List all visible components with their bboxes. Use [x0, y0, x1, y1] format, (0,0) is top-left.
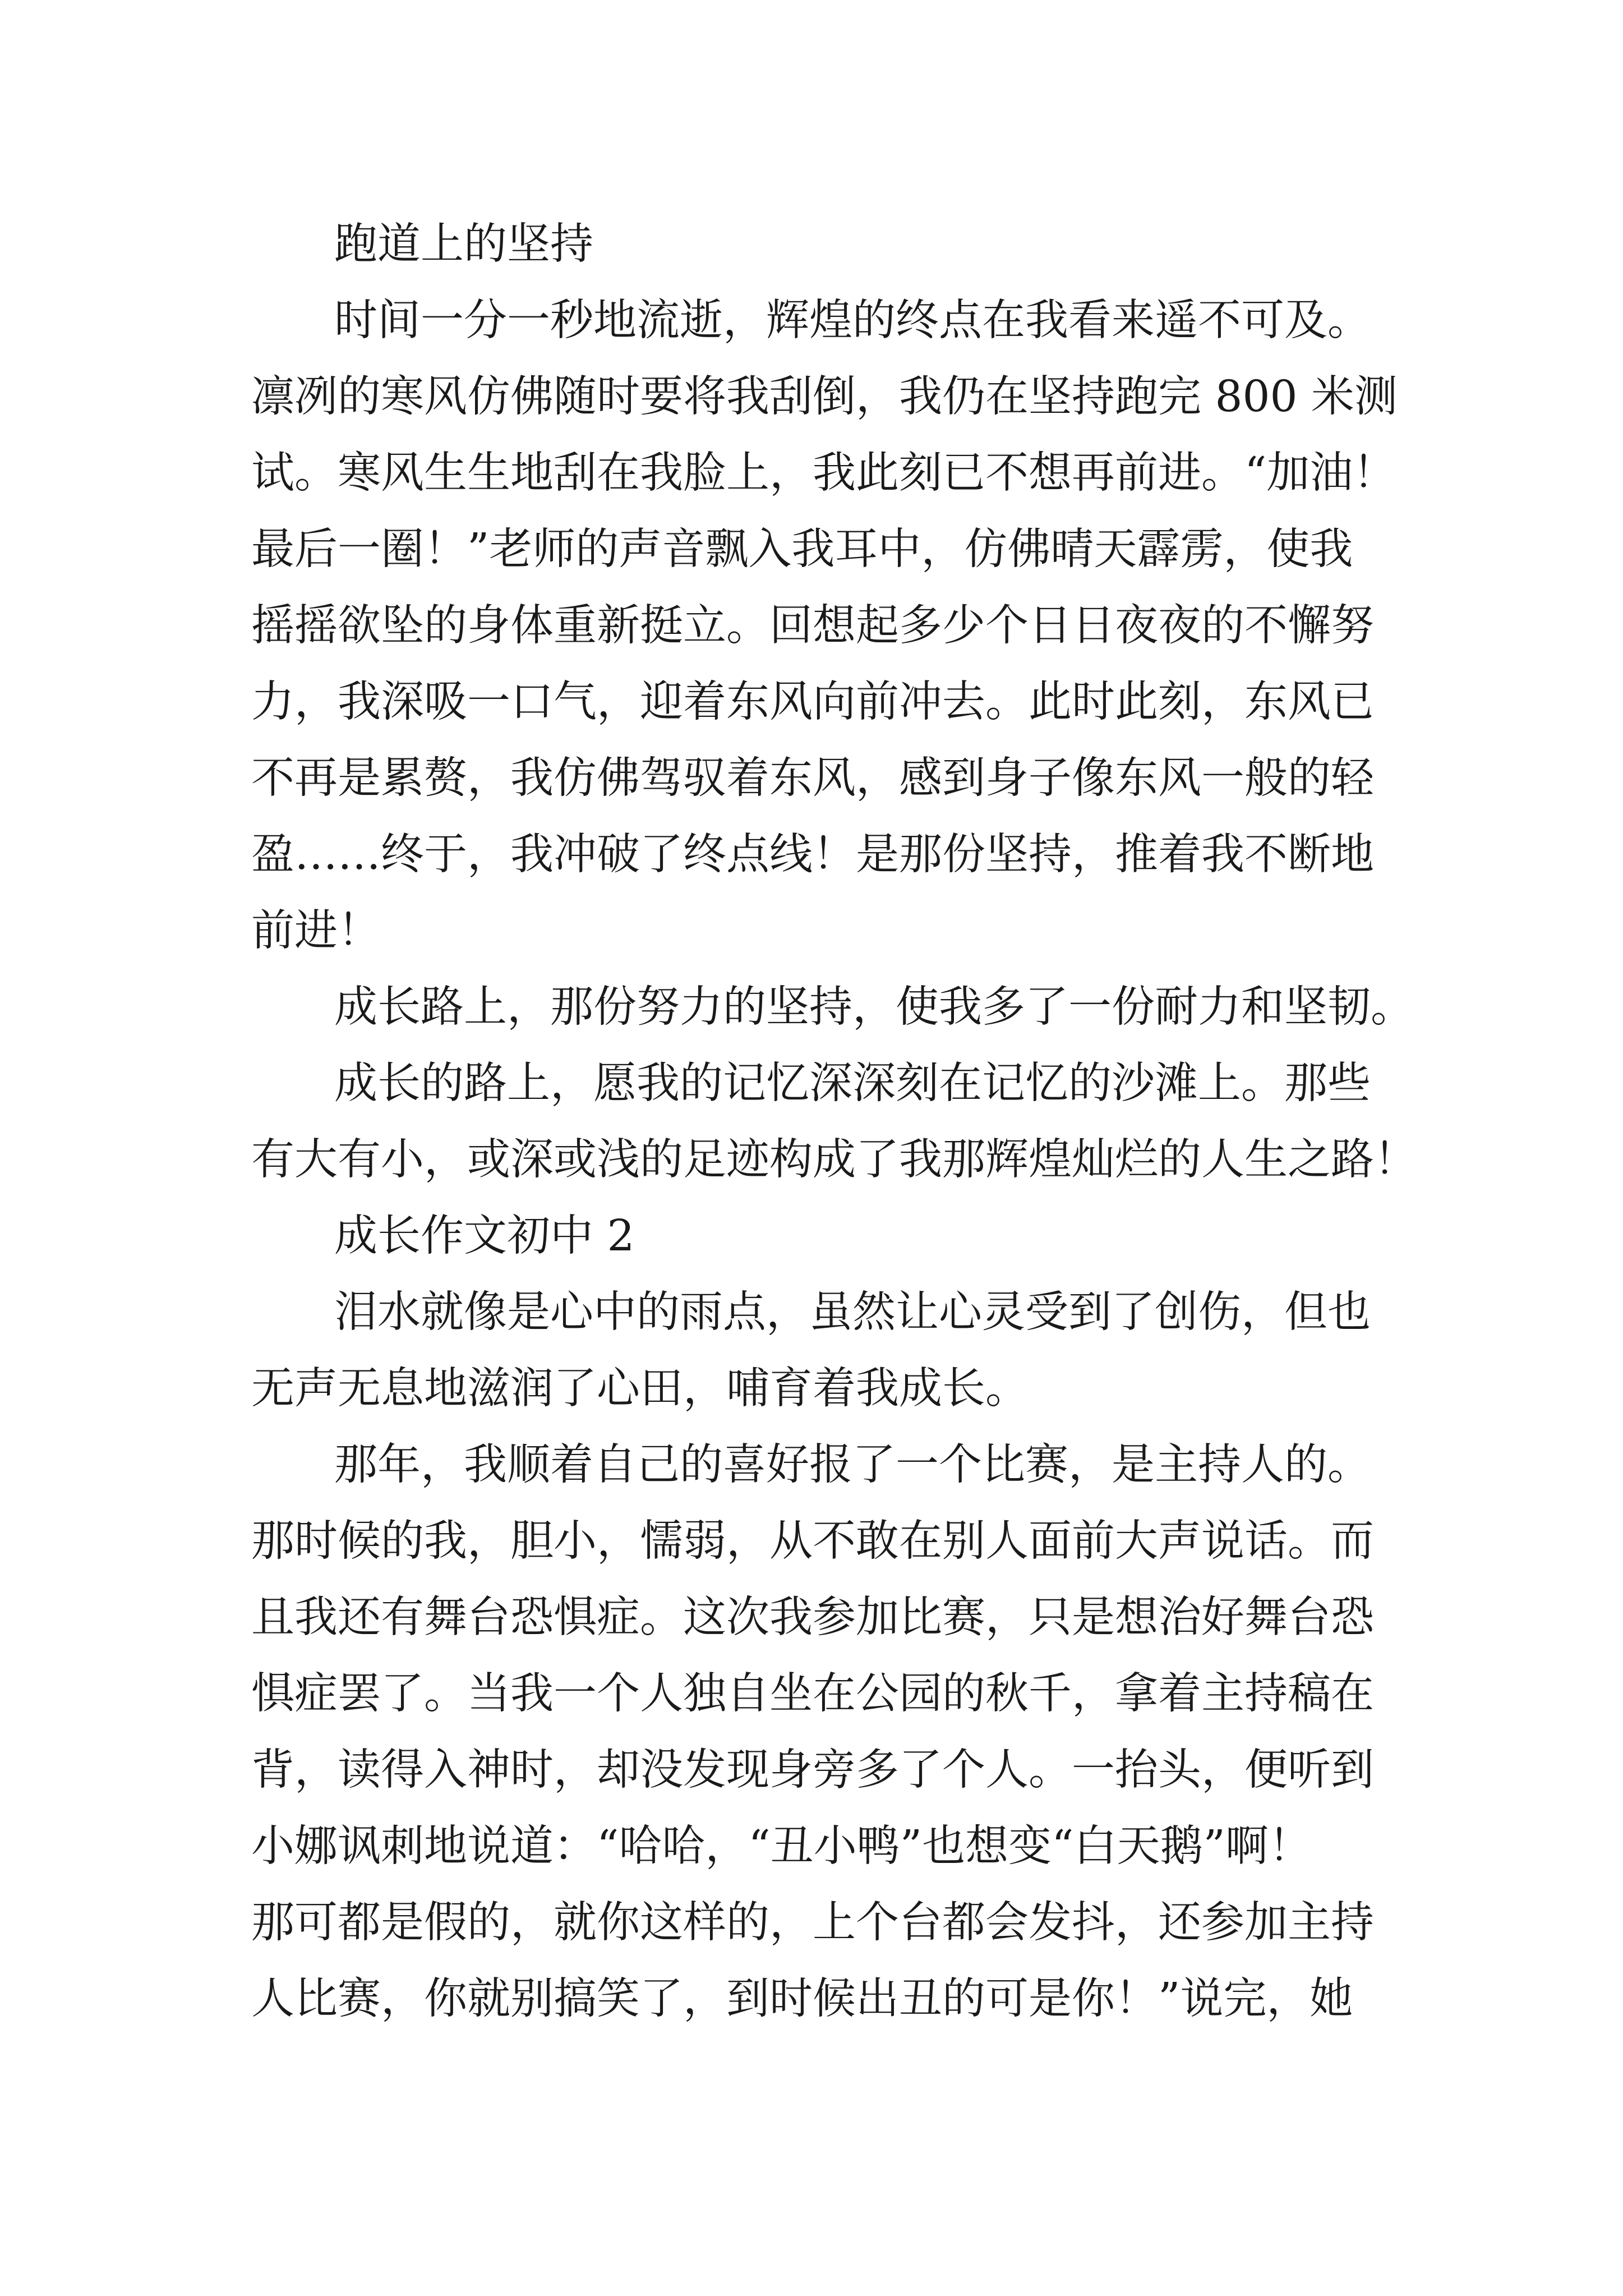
paragraph-line: 最后一圈！”老师的声音飘入我耳中，仿佛晴天霹雳，使我 [251, 524, 1353, 574]
paragraph-line: 那时候的我，胆小，懦弱，从不敢在别人面前大声说话。而 [251, 1516, 1374, 1566]
paragraph-line: 盈……终于，我冲破了终点线！是那份坚持，推着我不断地 [251, 830, 1374, 880]
paragraph-line: 无声无息地滋润了心田，哺育着我成长。 [251, 1364, 1029, 1414]
paragraph-line: 成长的路上，愿我的记忆深深刻在记忆的沙滩上。那些 [334, 1059, 1371, 1108]
paragraph-line: 且我还有舞台恐惧症。这次我参加比赛，只是想治好舞台恐 [251, 1593, 1374, 1642]
paragraph-line: 小娜讽刺地说道：“哈哈，“丑小鸭”也想变“白天鹅”啊！ [251, 1821, 1312, 1871]
section-title: 跑道上的坚持 [334, 219, 593, 269]
paragraph-line: 试。寒风生生地刮在我脸上，我此刻已不想再前进。“加油！ [251, 448, 1396, 498]
paragraph-line: 那年，我顺着自己的喜好报了一个比赛，是主持人的。 [334, 1440, 1371, 1490]
paragraph-line: 泪水就像是心中的雨点，虽然让心灵受到了创伤，但也 [334, 1287, 1371, 1337]
section-title: 成长作文初中 2 [334, 1211, 635, 1261]
paragraph-line: 有大有小，或深或浅的足迹构成了我那辉煌灿烂的人生之路！ [251, 1135, 1417, 1185]
paragraph-line: 时间一分一秒地流逝，辉煌的终点在我看来遥不可及。 [334, 296, 1371, 346]
paragraph-line: 力，我深吸一口气，迎着东风向前冲去。此时此刻，东风已 [251, 677, 1374, 727]
paragraph-line: 背，读得入神时，却没发现身旁多了个人。一抬头，便听到 [251, 1745, 1374, 1795]
paragraph-line: 凛冽的寒风仿佛随时要将我刮倒，我仍在坚持跑完 800 米测 [251, 372, 1398, 422]
paragraph-line: 成长路上，那份努力的坚持，使我多了一份耐力和坚韧。 [334, 982, 1414, 1032]
document-page [251, 0, 1417, 2296]
paragraph-line: 惧症罢了。当我一个人独自坐在公园的秋千，拿着主持稿在 [251, 1669, 1374, 1719]
paragraph-line: 不再是累赘，我仿佛驾驭着东风，感到身子像东风一般的轻 [251, 753, 1374, 803]
paragraph-line: 那可都是假的，就你这样的，上个台都会发抖，还参加主持 [251, 1898, 1374, 1948]
paragraph-line: 摇摇欲坠的身体重新挺立。回想起多少个日日夜夜的不懈努 [251, 601, 1374, 651]
paragraph-line: 前进！ [251, 906, 381, 956]
paragraph-line: 人比赛，你就别搞笑了，到时候出丑的可是你！”说完，她 [251, 1974, 1353, 2024]
